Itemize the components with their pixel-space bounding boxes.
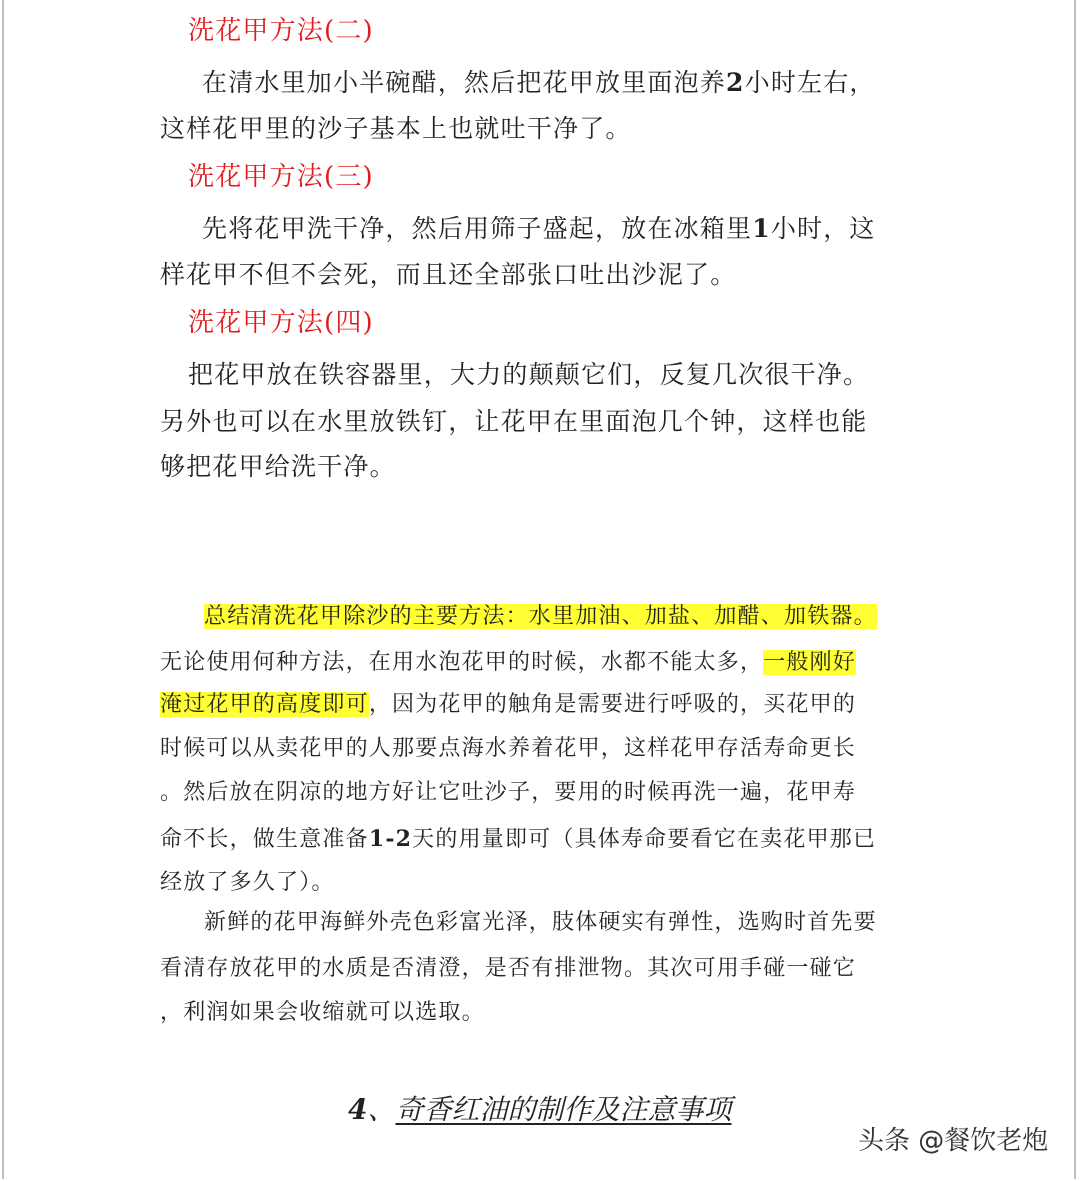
section-title: 4、奇香红油的制作及注意事项	[348, 1093, 732, 1126]
paragraph-line: 。然后放在阴凉的地方好让它吐沙子，要用的时候再洗一遍，花甲寿	[160, 780, 857, 805]
paragraph-line: 命不长，做生意准备1-2天的用量即可（具体寿命要看它在卖花甲那已	[160, 826, 877, 852]
summary-highlight: 总结清洗花甲除沙的主要方法：水里加油、加盐、加醋、加铁器。	[204, 604, 877, 629]
watermark: 头条 @餐饮老炮	[858, 1126, 1049, 1156]
paragraph-line: 另外也可以在水里放铁钉，让花甲在里面泡几个钟，这样也能	[160, 407, 868, 436]
paragraph-line: 把花甲放在铁容器里，大力的颠颠它们，反复几次很干净。	[188, 360, 870, 389]
paragraph-line: 时候可以从卖花甲的人那要点海水养着花甲，这样花甲存活寿命更长	[160, 736, 857, 761]
paragraph-line: 够把花甲给洗干净。	[160, 452, 396, 481]
paragraph-line: 样花甲不但不会死，而且还全部张口吐出沙泥了。	[160, 260, 737, 289]
paragraph-line: 新鲜的花甲海鲜外壳色彩富光泽，肢体硬实有弹性，选购时首先要	[204, 910, 877, 935]
paragraph-line: 看清存放花甲的水质是否清澄，是否有排泄物。其次可用手碰一碰它	[160, 956, 857, 981]
paragraph-line: 这样花甲里的沙子基本上也就吐干净了。	[160, 114, 632, 143]
section-heading: 洗花甲方法(二)	[188, 16, 374, 46]
paragraph-line: 无论使用何种方法，在用水泡花甲的时候，水都不能太多，一般刚好	[160, 650, 857, 675]
paragraph-line: ，利润如果会收缩就可以选取。	[160, 1000, 485, 1025]
highlighted-text: 淹过花甲的高度即可	[160, 692, 369, 717]
section-heading: 洗花甲方法(三)	[188, 162, 374, 192]
paragraph-line: 经放了多久了）。	[160, 870, 335, 895]
paragraph-line: 在清水里加小半碗醋，然后把花甲放里面泡养2小时左右，	[202, 68, 876, 97]
section-heading: 洗花甲方法(四)	[188, 308, 374, 338]
highlighted-text: 一般刚好	[763, 650, 857, 675]
paragraph-line: 淹过花甲的高度即可，因为花甲的触角是需要进行呼吸的，买花甲的	[160, 692, 857, 717]
paragraph-line: 先将花甲洗干净，然后用筛子盛起，放在冰箱里1小时，这	[202, 214, 876, 243]
